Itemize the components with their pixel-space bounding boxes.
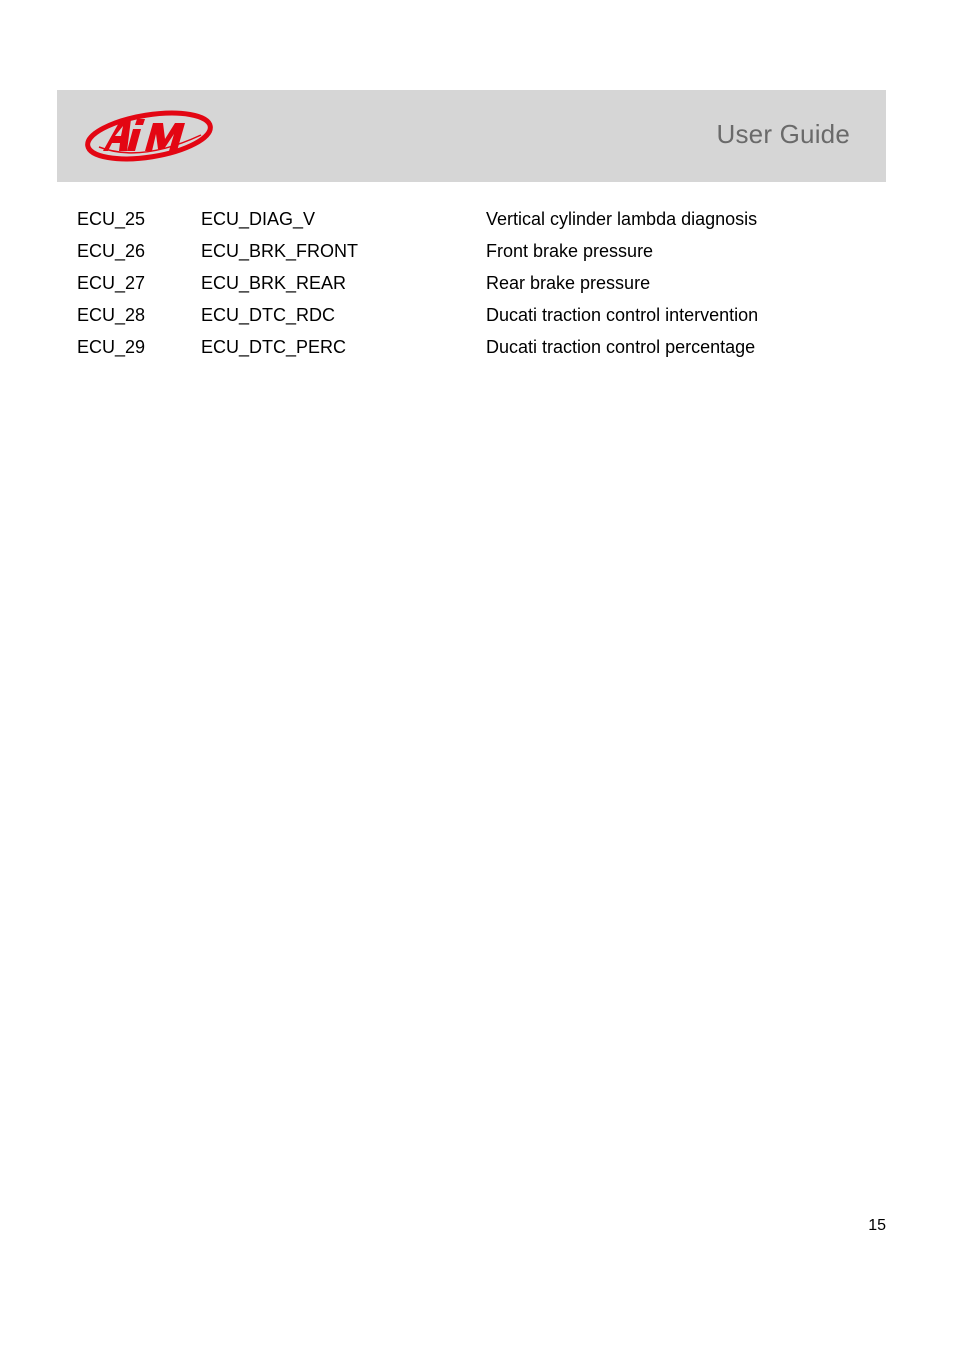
- page-number: 15: [868, 1217, 886, 1234]
- table-row: [77, 269, 867, 301]
- channel-name: ECU_BRK_REAR: [201, 273, 347, 293]
- channel-name: ECU_DIAG_V: [201, 209, 316, 229]
- channel-description: Vertical cylinder lambda diagnosis: [486, 209, 758, 229]
- table-row: [77, 301, 867, 333]
- channel-table: [77, 205, 867, 365]
- channel-id: ECU_26: [77, 241, 146, 261]
- table-row: [77, 237, 867, 269]
- aim-logo: [81, 105, 217, 165]
- table-row: [77, 333, 867, 365]
- channel-id: ECU_25: [77, 209, 146, 229]
- channel-description: Rear brake pressure: [486, 273, 651, 293]
- channel-description: Ducati traction control intervention: [486, 305, 759, 325]
- channel-name: ECU_DTC_RDC: [201, 305, 336, 325]
- document-title: User Guide: [716, 119, 850, 149]
- channel-description: Front brake pressure: [486, 241, 654, 261]
- page-header: [57, 90, 886, 182]
- channel-id: ECU_29: [77, 337, 146, 357]
- channel-id: ECU_28: [77, 305, 146, 325]
- table-row: [77, 205, 867, 237]
- channel-id: ECU_27: [77, 273, 146, 293]
- channel-description: Ducati traction control percentage: [486, 337, 756, 357]
- channel-name: ECU_BRK_FRONT: [201, 241, 359, 261]
- channel-name: ECU_DTC_PERC: [201, 337, 347, 357]
